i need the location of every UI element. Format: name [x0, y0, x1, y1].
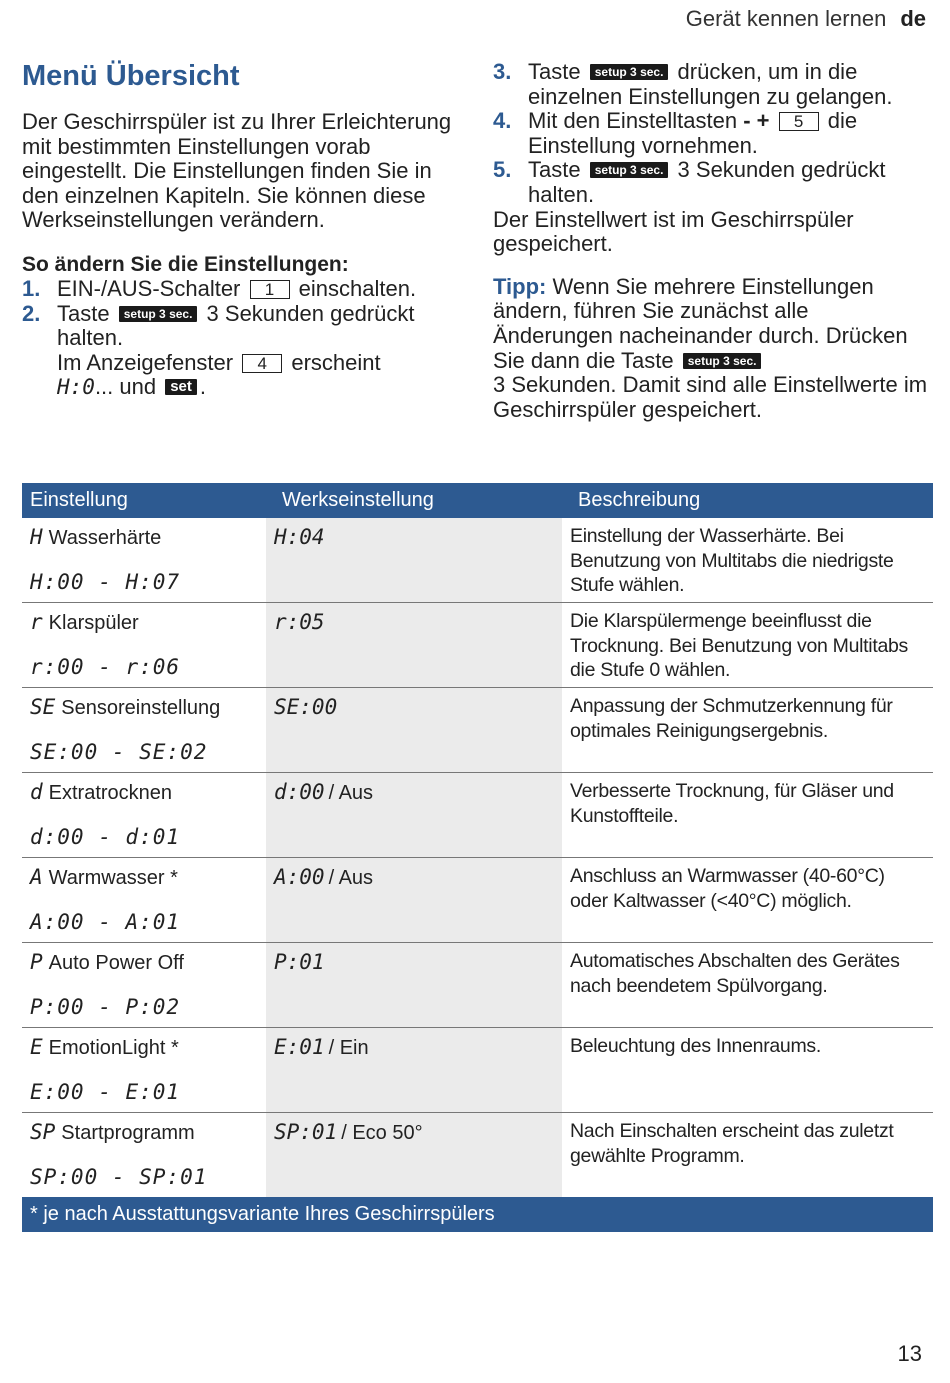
- default-value: [274, 949, 556, 976]
- setting-cell: [22, 773, 266, 857]
- default-cell: [266, 603, 562, 687]
- steps-list-left: [22, 277, 462, 400]
- step-number: 2.: [22, 300, 41, 326]
- setting-cell: [22, 1113, 266, 1197]
- default-cell: [266, 1113, 562, 1197]
- default-cell: [266, 1028, 562, 1112]
- table-row: [22, 943, 933, 1028]
- table-row: [22, 1028, 933, 1113]
- default-suffix: / Eco 50°: [341, 1122, 423, 1144]
- reference-box: 1: [250, 280, 290, 299]
- default-value: [274, 694, 556, 721]
- setting-range: E:00 - E:01: [30, 1080, 181, 1104]
- setting-name: Startprogramm: [61, 1122, 195, 1144]
- step-number: 3.: [493, 59, 512, 84]
- setup-key-icon: setup 3 sec.: [119, 306, 198, 322]
- default-value: [274, 524, 556, 551]
- setup-key-icon: setup 3 sec.: [683, 353, 762, 369]
- step-text: 3 Sekunden gedrückt halten.: [57, 300, 415, 351]
- step-text: erscheint: [291, 349, 381, 375]
- default-value: [274, 779, 556, 806]
- default-value: [274, 1119, 556, 1146]
- setting-code: P: [30, 950, 43, 974]
- column-header: Beschreibung: [578, 489, 701, 511]
- setting-range: SP:00 - SP:01: [30, 1165, 208, 1189]
- reference-box: 4: [242, 354, 282, 373]
- setting-label: [30, 1034, 260, 1061]
- table-row: [22, 603, 933, 688]
- setting-code: SP: [30, 1120, 56, 1144]
- step-1: [22, 277, 462, 302]
- description-cell: Automatisches Abschalten des Gerätes nach beendetem Spülvorgang.: [570, 950, 900, 997]
- setting-cell: [22, 518, 266, 602]
- saved-note: Der Einstellwert ist im Geschirrspüler gespeichert.: [493, 206, 854, 257]
- default-cell: [266, 773, 562, 857]
- setting-label: [30, 779, 260, 806]
- section-title: Gerät kennen lernen: [685, 6, 887, 31]
- set-symbol-icon: set: [165, 379, 197, 395]
- step-number: 4.: [493, 108, 512, 134]
- default-code: SE:00: [274, 695, 338, 719]
- description-cell: Anpassung der Schmutzerkennung für optimales Reinigungsergebnis.: [570, 695, 893, 742]
- default-code: SP:01: [274, 1120, 338, 1144]
- setting-range: r:00 - r:06: [30, 655, 181, 679]
- setting-code: E: [30, 1035, 43, 1059]
- setting-name: Sensoreinstellung: [61, 697, 221, 719]
- page-header: [686, 6, 926, 32]
- setting-code: A: [30, 865, 43, 889]
- setup-key-icon: setup 3 sec.: [590, 64, 669, 80]
- setting-range: H:00 - H:07: [30, 570, 181, 594]
- column-header: Werkseinstellung: [282, 489, 434, 511]
- setting-code: SE: [30, 695, 56, 719]
- default-code: E:01: [274, 1035, 325, 1059]
- description-cell: Einstellung der Wasserhärte. Bei Benutzung von Multitabs die niedrigste Stufe wählen.: [570, 525, 894, 596]
- default-value: [274, 1034, 556, 1061]
- table-header: [22, 483, 933, 518]
- settings-table: [22, 483, 933, 1232]
- step-text: Taste: [528, 59, 581, 84]
- step-text: .: [199, 374, 207, 400]
- default-cell: [266, 688, 562, 772]
- table-footnote: * je nach Ausstattungsvariante Ihres Geschirrspülers: [22, 1197, 933, 1232]
- default-cell: [266, 943, 562, 1027]
- setting-name: Wasserhärte: [48, 527, 162, 549]
- intro-paragraph: Der Geschirrspüler ist zu Ihrer Erleichterung mit bestimmten Einstellungen vorab eingestellt. Die Einstellungen finden Sie in den einzelnen Kapiteln. Sie können diese Werkseinstellungen verändern.: [22, 109, 452, 233]
- step-2: [22, 302, 462, 400]
- left-column: [22, 58, 462, 400]
- table-row: [22, 1113, 933, 1197]
- setting-label: [30, 949, 260, 976]
- setting-label: [30, 609, 260, 636]
- table-body: [22, 518, 933, 1197]
- step-text: Mit den Einstelltasten: [528, 108, 738, 134]
- table-row: [22, 773, 933, 858]
- default-value: [274, 864, 556, 891]
- default-code: d:00: [274, 780, 325, 804]
- tip-text: 3 Sekunden. Damit sind alle Einstellwerte im Geschirrspüler gespeichert.: [493, 372, 928, 422]
- setting-label: [30, 694, 260, 721]
- table-row: [22, 858, 933, 943]
- setting-label: [30, 1119, 260, 1146]
- setting-code: r: [30, 610, 43, 634]
- default-suffix: / Aus: [328, 782, 374, 804]
- step-3: [493, 60, 933, 109]
- setup-key-icon: setup 3 sec.: [590, 162, 669, 178]
- setting-name: EmotionLight *: [48, 1037, 179, 1059]
- description-cell: Nach Einschalten erscheint das zuletzt gewählte Programm.: [570, 1120, 894, 1167]
- default-code: H:04: [274, 525, 325, 549]
- instructions-heading: So ändern Sie die Einstellungen:: [22, 252, 349, 276]
- description-cell: Beleuchtung des Innenraums.: [570, 1035, 821, 1057]
- step-text: Taste: [57, 300, 110, 326]
- tip-label: Tipp:: [493, 273, 547, 299]
- step-5: [493, 158, 933, 207]
- description-cell: Anschluss an Warmwasser (40-60°C) oder Kaltwasser (<40°C) möglich.: [570, 865, 885, 912]
- page-number: 13: [897, 1341, 922, 1366]
- default-cell: [266, 518, 562, 602]
- right-column: [493, 60, 933, 422]
- setting-cell: [22, 943, 266, 1027]
- setting-name: Auto Power Off: [48, 952, 184, 974]
- step-text: EIN-/AUS-Schalter: [57, 275, 241, 301]
- steps-list-right: [493, 60, 933, 208]
- setting-label: [30, 524, 260, 551]
- description-cell: Verbesserte Trocknung, für Gläser und Kunstoffteile.: [570, 780, 894, 827]
- step-number: 5.: [493, 157, 512, 183]
- setting-range: A:00 - A:01: [30, 910, 181, 934]
- default-value: [274, 609, 556, 636]
- step-text: 3 Sekunden gedrückt halten.: [528, 157, 886, 207]
- language-code: de: [900, 6, 926, 31]
- step-text: ... und: [94, 374, 157, 400]
- setting-name: Warmwasser *: [48, 867, 178, 889]
- setting-range: SE:00 - SE:02: [30, 740, 208, 764]
- default-code: r:05: [274, 610, 325, 634]
- step-number: 1.: [22, 275, 41, 301]
- setting-code: H: [30, 525, 43, 549]
- setting-code: d: [30, 780, 43, 804]
- step-text: Taste: [528, 157, 581, 183]
- setting-cell: [22, 688, 266, 772]
- default-cell: [266, 858, 562, 942]
- default-code: A:00: [274, 865, 325, 889]
- column-header: Einstellung: [30, 489, 128, 511]
- description-cell: Die Klarspülermenge beeinflusst die Trocknung. Bei Benutzung von Multitabs die Stufe 0 wählen.: [570, 610, 908, 681]
- setting-cell: [22, 858, 266, 942]
- setting-range: d:00 - d:01: [30, 825, 181, 849]
- step-4: [493, 109, 933, 158]
- setting-range: P:00 - P:02: [30, 995, 181, 1019]
- setting-name: Klarspüler: [48, 612, 139, 634]
- step-text: drücken, um in die einzelnen Einstellungen zu gelangen.: [528, 59, 893, 109]
- setting-cell: [22, 1028, 266, 1112]
- step-text: einschalten.: [298, 275, 417, 301]
- table-row: [22, 688, 933, 773]
- step-text: Im Anzeigefenster: [57, 349, 234, 375]
- reference-box: 5: [779, 112, 819, 131]
- table-row: [22, 518, 933, 603]
- default-code: P:01: [274, 950, 325, 974]
- tip-paragraph: [493, 275, 933, 423]
- display-code: H:0: [57, 375, 95, 400]
- default-suffix: / Ein: [328, 1037, 369, 1059]
- setting-cell: [22, 603, 266, 687]
- setting-label: [30, 864, 260, 891]
- setting-name: Extratrocknen: [48, 782, 173, 804]
- page-title: Menü Übersicht: [22, 60, 240, 92]
- default-suffix: / Aus: [328, 867, 374, 889]
- plus-minus-keys: - +: [743, 108, 770, 134]
- tip-text: Wenn Sie mehrere Einstellungen ändern, führen Sie zunächst alle Änderungen nacheinander durch. Drücken Sie dann die Taste: [493, 273, 908, 373]
- step-text: die Einstellung vornehmen.: [528, 108, 858, 158]
